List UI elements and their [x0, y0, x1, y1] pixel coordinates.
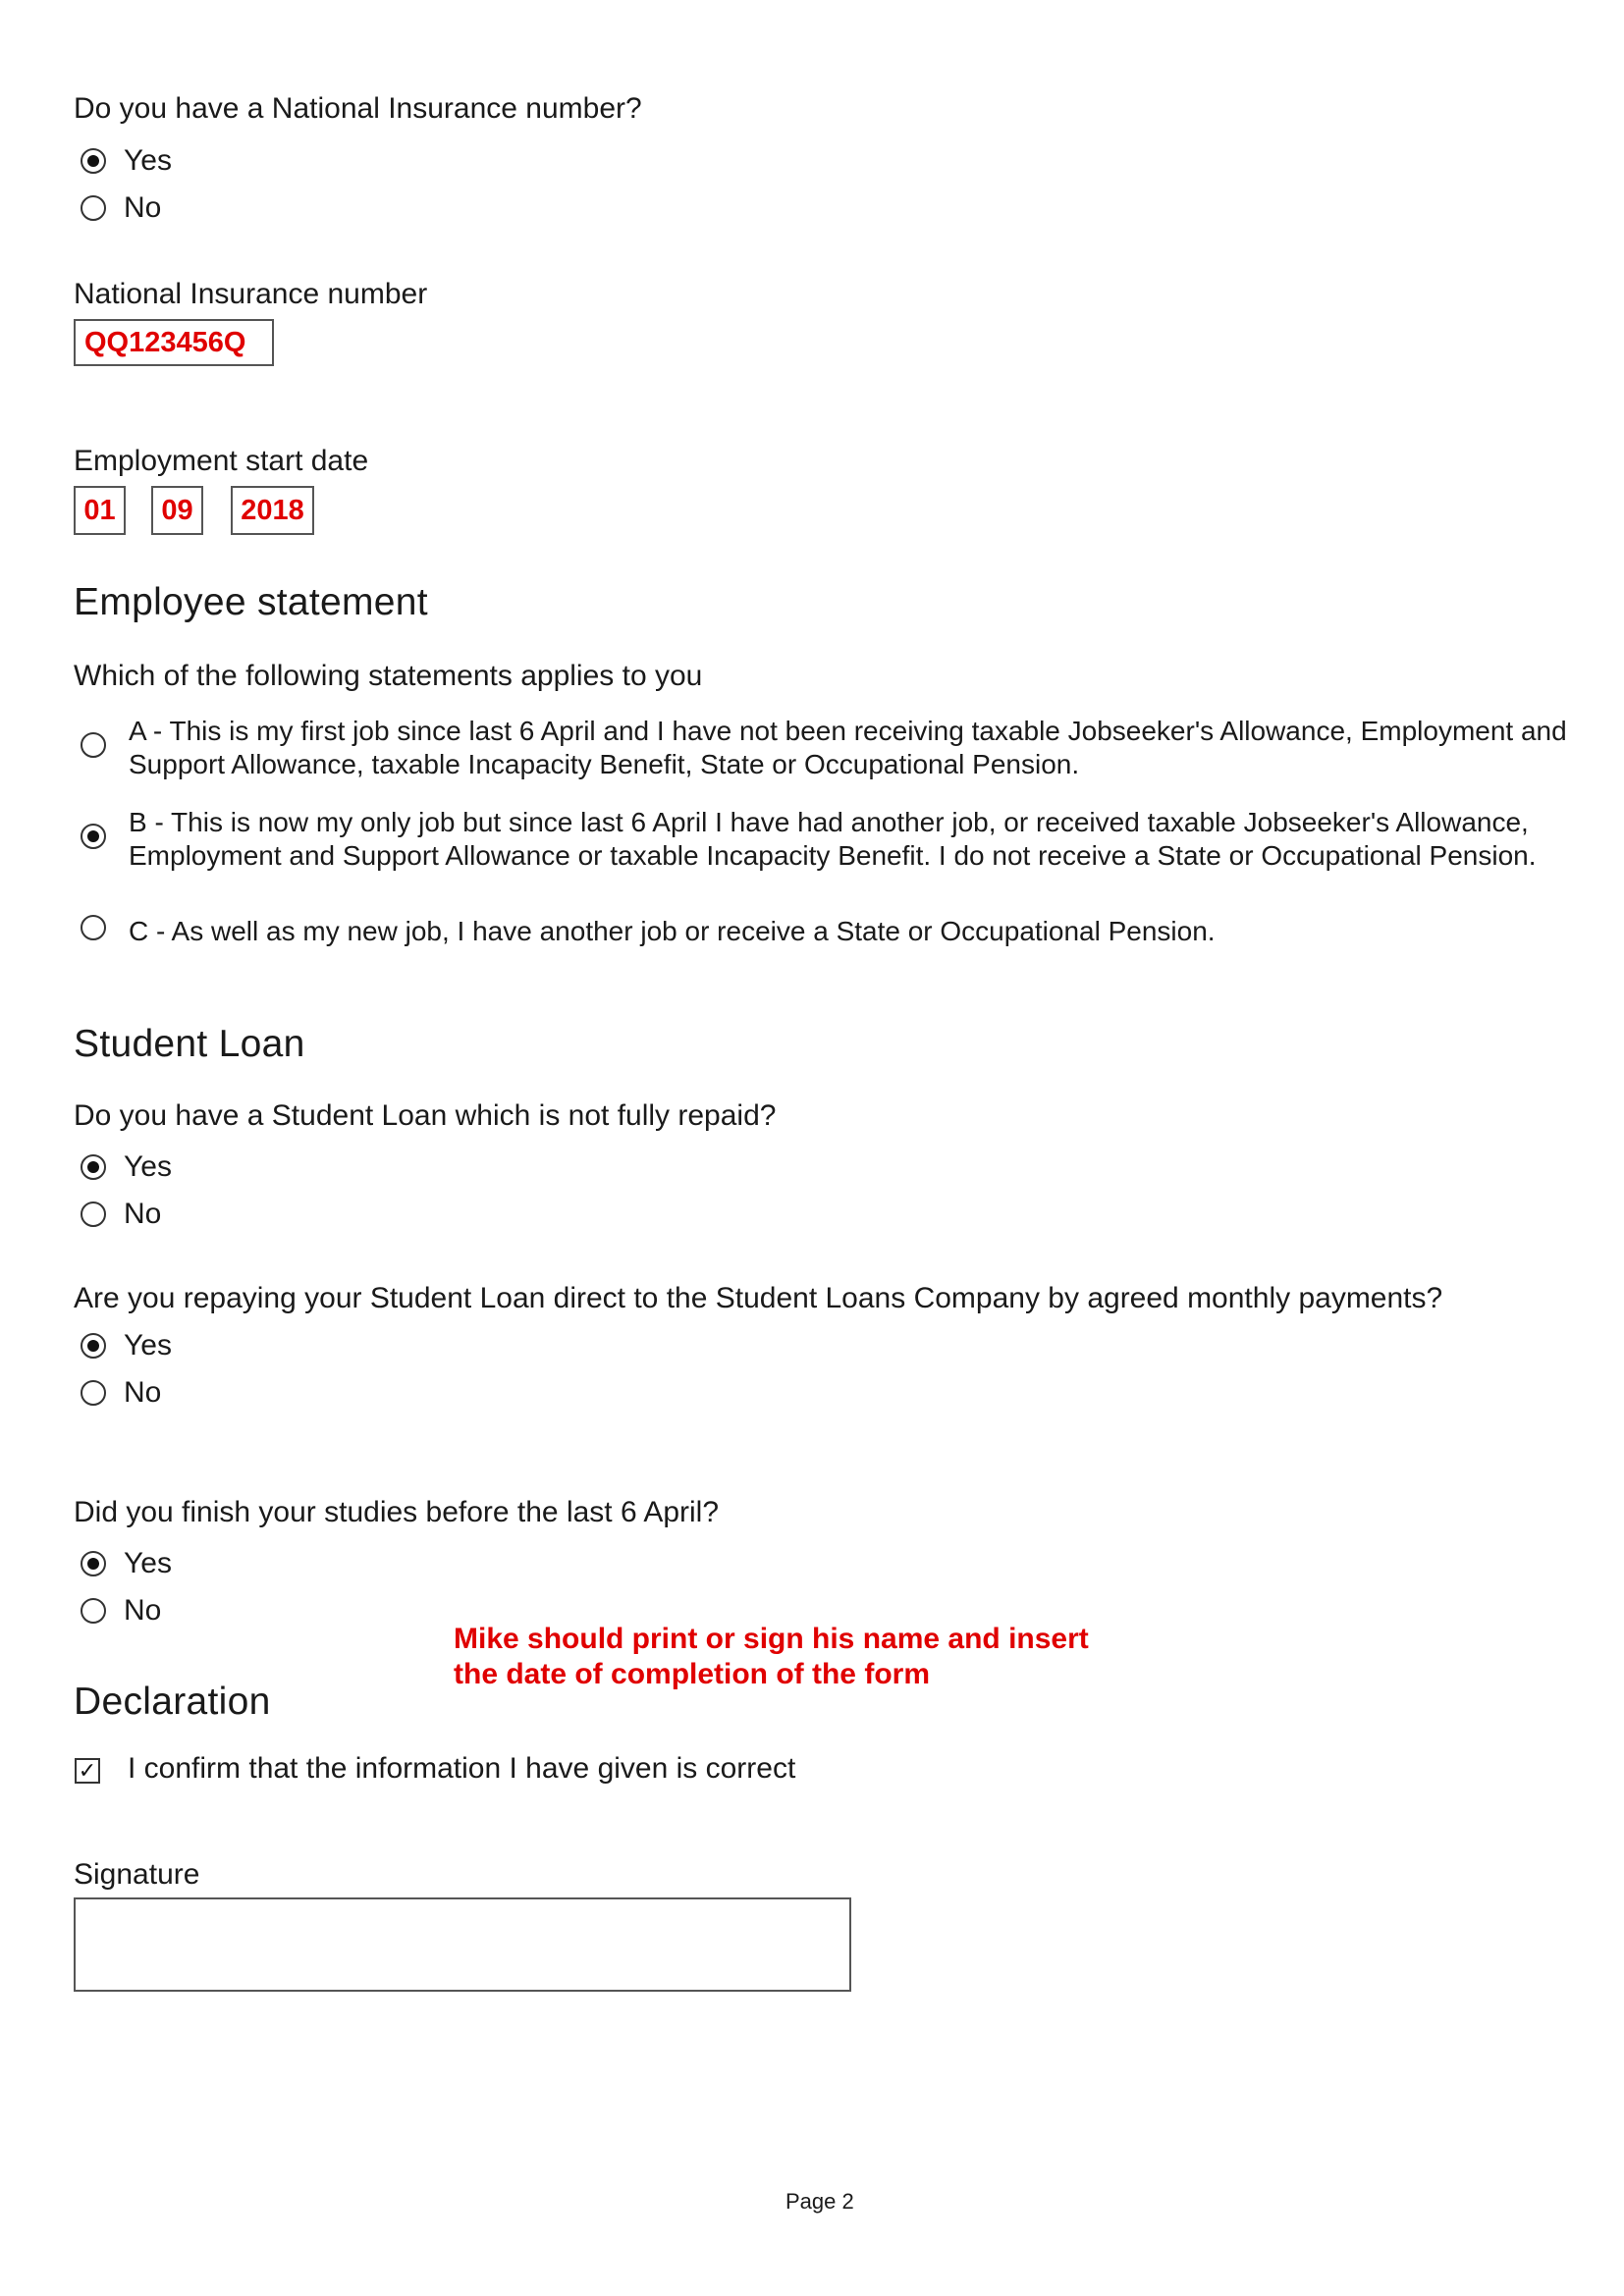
sl-q1-yes-radio[interactable] [81, 1154, 106, 1180]
sl-q3-yes-option[interactable] [81, 1547, 172, 1580]
ni-number-label: National Insurance number [74, 278, 428, 310]
page-number: Page 2 [785, 2189, 854, 2214]
statement-option-b[interactable] [81, 806, 1593, 877]
ni-question-label: Do you have a National Insurance number? [74, 92, 642, 125]
sl-q3-no-option[interactable] [81, 1594, 161, 1628]
sl-q3-no-label: No [124, 1594, 162, 1627]
sl-q2-yes-radio[interactable] [81, 1333, 106, 1359]
statement-c-text: C - As well as my new job, I have another job or receive a State or Occupational Pension. [129, 916, 1216, 946]
ni-yes-option[interactable] [81, 144, 172, 178]
sl-q3-yes-radio[interactable] [81, 1551, 106, 1576]
sl-q1-no-option[interactable] [81, 1198, 161, 1231]
statement-a-radio[interactable] [81, 732, 106, 758]
start-date-day-field[interactable]: 01 [74, 486, 126, 535]
sl-q3-yes-label: Yes [124, 1547, 172, 1579]
declaration-checkbox-label: I confirm that the information I have given is correct [128, 1752, 796, 1785]
sl-q2-no-radio[interactable] [81, 1380, 106, 1406]
sl-q1-yes-option[interactable] [81, 1150, 172, 1184]
sl-q3-label: Did you finish your studies before the last 6 April? [74, 1496, 720, 1528]
sl-q1-yes-label: Yes [124, 1150, 172, 1183]
sl-q2-yes-option[interactable] [81, 1329, 172, 1362]
sl-q2-no-label: No [124, 1376, 162, 1409]
start-date-month-field[interactable]: 09 [151, 486, 203, 535]
annotation-note [454, 1622, 1089, 1692]
student-loan-heading: Student Loan [74, 1023, 305, 1065]
check-mark-icon: ✓ [78, 1758, 97, 1783]
declaration-heading: Declaration [74, 1681, 271, 1723]
ni-no-label: No [124, 191, 162, 224]
sl-q1-label: Do you have a Student Loan which is not fully repaid? [74, 1099, 777, 1132]
employee-statement-question: Which of the following statements applies to you [74, 660, 703, 692]
statement-option-c[interactable] [81, 915, 1593, 954]
signature-label: Signature [74, 1858, 200, 1891]
ni-no-radio[interactable] [81, 195, 106, 221]
declaration-checkbox[interactable] [75, 1758, 100, 1784]
signature-field[interactable] [74, 1897, 851, 1992]
annotation-line-1: Mike should print or sign his name and insert [454, 1623, 1089, 1655]
sl-q1-no-radio[interactable] [81, 1201, 106, 1227]
statement-b-text: B - This is now my only job but since last 6 April I have had another job, or received taxable Jobseeker's Allowance, Employment and Support Allowance or taxable Incapacity Benefit. I do not receive a State or Occupational Pension. [129, 807, 1537, 871]
statement-b-radio[interactable] [81, 824, 106, 849]
ni-no-option[interactable] [81, 191, 161, 225]
annotation-line-2: the date of completion of the form [454, 1658, 930, 1690]
statement-c-radio[interactable] [81, 915, 106, 940]
sl-q2-no-option[interactable] [81, 1376, 161, 1410]
statement-a-text: A - This is my first job since last 6 April and I have not been receiving taxable Jobseeker's Allowance, Employment and Support Allowance, taxable Incapacity Benefit, State or Occupational Pension. [129, 716, 1567, 779]
sl-q3-no-radio[interactable] [81, 1598, 106, 1624]
ni-yes-label: Yes [124, 144, 172, 177]
sl-q1-no-label: No [124, 1198, 162, 1230]
start-date-label: Employment start date [74, 445, 369, 477]
sl-q2-yes-label: Yes [124, 1329, 172, 1362]
ni-yes-radio[interactable] [81, 148, 106, 174]
sl-q2-label: Are you repaying your Student Loan direct to the Student Loans Company by agreed monthly payments? [74, 1282, 1443, 1314]
statement-option-a[interactable] [81, 715, 1593, 785]
employee-statement-heading: Employee statement [74, 581, 428, 623]
ni-number-field[interactable]: QQ123456Q [74, 319, 274, 366]
start-date-year-field[interactable]: 2018 [231, 486, 314, 535]
